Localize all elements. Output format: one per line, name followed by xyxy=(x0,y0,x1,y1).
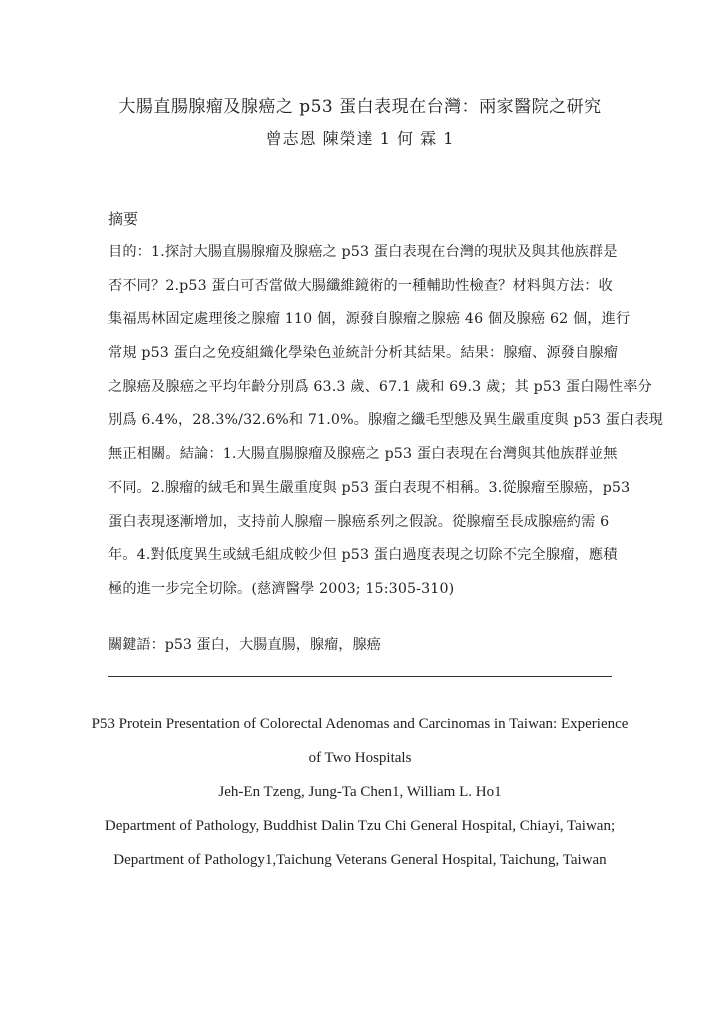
abstract-line: 年。4.對低度異生或絨毛組成較少但 p53 蛋白過度表現之切除不完全腺瘤，應積 xyxy=(108,547,618,564)
english-title-line-1: P53 Protein Presentation of Colorectal Adenomas and Carcinomas in Taiwan: Experience xyxy=(91,716,629,732)
english-title-line-2: of Two Hospitals xyxy=(308,750,412,766)
section-divider xyxy=(108,676,612,677)
affiliation-line-1: Department of Pathology, Buddhist Dalin Tzu Chi General Hospital, Chiayi, Taiwan; xyxy=(104,818,616,834)
abstract-line: 別爲 6.4%，28.3%/32.6%和 71.0%。腺瘤之纖毛型態及異生嚴重度與 p53 蛋白表現 xyxy=(108,412,664,429)
abstract-line: 否不同？2.p53 蛋白可否當做大腸纖維鏡術的一種輔助性檢查？材料與方法：收 xyxy=(108,277,613,294)
abstract-line: 不同。2.腺瘤的絨毛和異生嚴重度與 p53 蛋白表現不相稱。3.從腺瘤至腺癌，p53 xyxy=(108,479,631,496)
affiliation-line-2: Department of Pathology1,Taichung Veterans General Hospital, Taichung, Taiwan xyxy=(113,852,607,868)
abstract-line: 極的進一步完全切除。(慈濟醫學 2003; 15:305-310) xyxy=(108,580,455,597)
abstract-body xyxy=(108,236,664,607)
chinese-authors: 曾志恩 陳榮達 1 何 霖 1 xyxy=(265,129,455,148)
keywords: 關鍵語：p53 蛋白，大腸直腸，腺瘤，腺癌 xyxy=(108,637,381,653)
chinese-title: 大腸直腸腺瘤及腺癌之 p53 蛋白表現在台灣：兩家醫院之研究 xyxy=(118,97,602,117)
abstract-line: 常規 p53 蛋白之免疫組織化學染色並統計分析其結果。結果：腺瘤、源發自腺瘤 xyxy=(108,345,619,362)
abstract-line: 目的：1.探討大腸直腸腺瘤及腺癌之 p53 蛋白表現在台灣的現狀及與其他族群是 xyxy=(108,244,618,260)
abstract-line: 集福馬林固定處理後之腺瘤 110 個，源發自腺瘤之腺癌 46 個及腺癌 62 個，進行 xyxy=(108,311,631,328)
abstract-line: 蛋白表現逐漸增加，支持前人腺瘤－腺癌系列之假說。從腺瘤至長成腺癌約需 6 xyxy=(108,513,610,530)
english-authors: Jeh-En Tzeng, Jung-Ta Chen1, William L. Ho1 xyxy=(218,784,502,800)
abstract-heading: 摘要 xyxy=(108,210,139,228)
abstract-line: 無正相關。結論：1.大腸直腸腺瘤及腺癌之 p53 蛋白表現在台灣與其他族群並無 xyxy=(108,446,618,463)
abstract-line: 之腺癌及腺癌之平均年齡分別爲 63.3 歲、67.1 歲和 69.3 歲；其 p53 蛋白陽性率分 xyxy=(108,378,652,395)
